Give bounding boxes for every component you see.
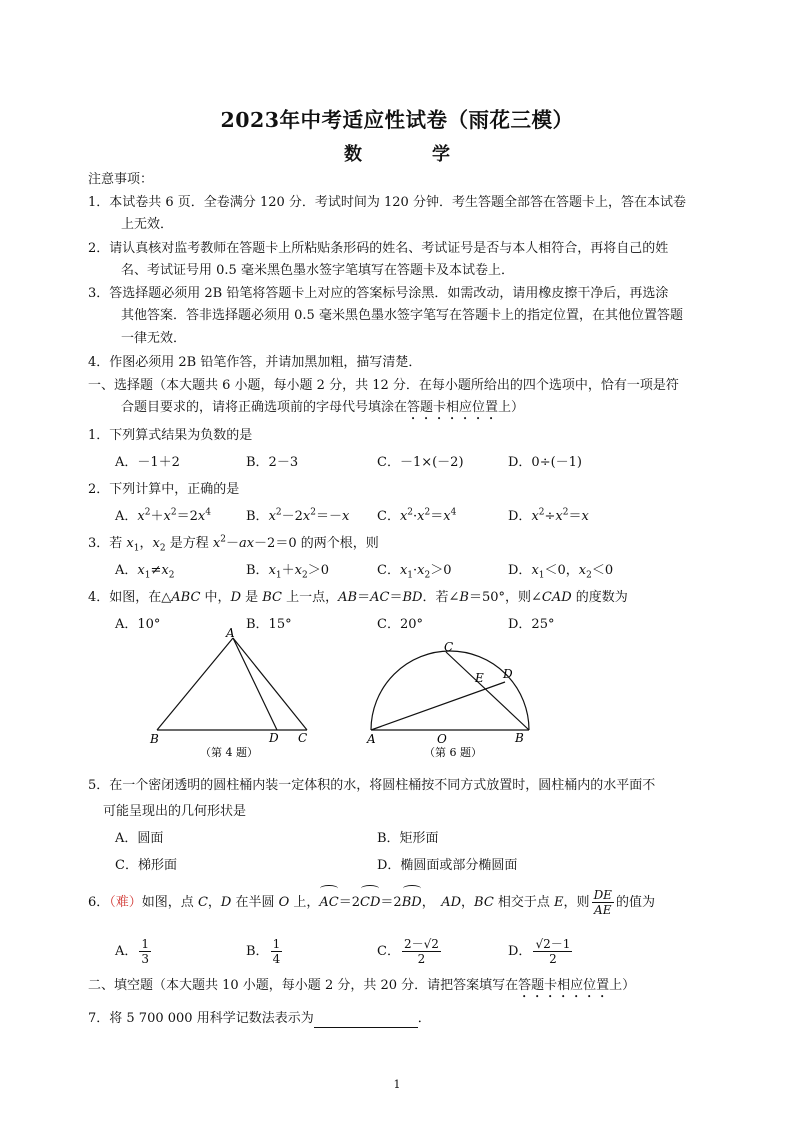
note-2-cont: 名、考试证号用 0.5 毫米黑色墨水签字笔填写在答题卡及本试卷上．	[121, 263, 514, 278]
q1-option-b: B．2－3	[246, 455, 299, 470]
q5-option-a: A．圆面	[115, 831, 164, 846]
q5-stem: 5．在一个密闭透明的圆柱桶内装一定体积的水，将圆柱桶按不同方式放置时，圆柱桶内的水平面不	[88, 778, 656, 793]
fig6-label-a: A	[367, 732, 376, 746]
q6-option-a: A． $\frac{1}{3}$	[115, 937, 150, 966]
subject-title: 数 学	[344, 144, 476, 165]
note-2: 2．请认真核对监考教师在答题卡上所粘贴条形码的姓名、考试证号是否与本人相符合，再将自己的姓	[88, 241, 669, 256]
q6-option-d: D． $\frac{√2-1}{2}$	[508, 937, 571, 966]
q1-option-c: C．－1×(－2)	[377, 455, 464, 470]
q7-answer-blank[interactable]	[314, 1013, 418, 1028]
note-1-cont: 上无效．	[121, 217, 174, 232]
note-3: 3．答选择题必须用 2B 铅笔将答题卡上对应的答案标号涂黑．如需改动，请用橡皮擦干净后，再选涂	[88, 286, 669, 301]
q3-option-d: D．$x_1<0$，$x_2<0$	[508, 563, 614, 581]
fig4-label-b: B	[150, 732, 159, 746]
fig6-label-o: O	[437, 732, 447, 746]
q3-stem: 3．若 $x_1$，$x_2$ 是方程 $x^2-ax-2=0$ 的两个根，则	[88, 534, 379, 554]
fig6-label-b: B	[515, 731, 524, 745]
q4-option-d: D．25°	[508, 617, 555, 632]
q5-stem-cont: 可能呈现出的几何形状是	[103, 804, 247, 819]
q6-stem: 6．（难）如图，点 C，D 在半圆 O 上，AC＝2CD＝2BD， AD，BC 相交于点 E，则 $\frac{DE}{AE}$ 的值为	[88, 888, 655, 917]
q3-option-a: A．$x_1\ne x_2$	[115, 563, 175, 581]
figure-q4	[140, 626, 330, 762]
fig6-label-e: E	[475, 671, 484, 685]
fig4-caption: （第 4 题）	[200, 746, 258, 759]
q4-option-a: A．10°	[115, 617, 161, 632]
q6-option-c: C． $\frac{2-√2}{2}$	[377, 937, 439, 966]
section2-heading: 二、填空题（本大题共 10 小题，每小题 2 分，共 20 分．请把答案填写在答题卡相应位置上）	[88, 978, 636, 993]
q2-option-d: D．$x^2\div x^2=x$	[508, 507, 589, 524]
fig4-label-a: A	[226, 626, 235, 640]
q2-option-c: C．$x^2\cdot x^2=x^4$	[377, 507, 457, 524]
q4-stem: 4．如图，在△ABC 中，D 是 BC 上一点，AB＝AC＝BD．若∠B＝50°，则∠CAD 的度数为	[88, 590, 628, 605]
q3-option-b: B．$x_1+x_2>0$	[246, 563, 330, 581]
q7-stem: 7．将 5 700 000 用科学记数法表示为 ．	[88, 1011, 431, 1026]
fig6-label-c: C	[444, 640, 454, 654]
figure-q6	[360, 638, 540, 762]
section1-heading: 一、选择题（本大题共 6 小题，每小题 2 分，共 12 分．在每小题所给出的四个选项中，恰有一项是符	[88, 378, 679, 393]
section1-heading-cont: 合题目要求的，请将正确选项前的字母代号填涂在答题卡相应位置上）	[121, 400, 525, 415]
q5-option-d: D．椭圆面或部分椭圆面	[377, 858, 518, 873]
q1-option-d: D．0÷(－1)	[508, 455, 583, 470]
figure-q6-lines	[371, 651, 529, 730]
notes-heading: 注意事项：	[88, 172, 154, 187]
fig4-label-d: D	[269, 731, 279, 745]
difficulty-tag: （难）	[109, 895, 142, 910]
q4-option-c: C．20°	[377, 617, 423, 632]
note-4: 4．作图必须用 2B 铅笔作答，并请加黑加粗，描写清楚．	[88, 355, 422, 370]
fig4-label-c: C	[298, 731, 308, 745]
q4-option-b: B．15°	[246, 617, 292, 632]
page-number: 1	[393, 1078, 401, 1091]
q6-option-b: B． $\frac{1}{4}$	[246, 937, 281, 966]
q1-stem: 1．下列算式结果为负数的是	[88, 428, 253, 443]
q2-stem: 2．下列计算中，正确的是	[88, 482, 240, 497]
page-title: 2023年中考适应性试卷（雨花三模）	[220, 108, 574, 132]
q3-option-c: C．$x_1\cdot x_2>0$	[377, 563, 452, 581]
q1-option-a: A．－1＋2	[115, 455, 180, 470]
note-3-cont2: 一律无效．	[121, 331, 187, 346]
q5-option-c: C．梯形面	[115, 858, 177, 873]
note-1: 1．本试卷共 6 页．全卷满分 120 分．考试时间为 120 分钟．考生答题全部答在答题卡上，答在本试卷	[88, 195, 686, 210]
note-3-cont: 其他答案．答非选择题必须用 0.5 毫米黑色墨水签字笔写在答题卡上的指定位置，在其他位置答题	[121, 308, 683, 323]
figure-q4-lines	[157, 638, 307, 730]
q2-option-a: A．$x^2+x^2=2x^4$	[115, 507, 211, 524]
fig6-label-d: D	[503, 667, 513, 681]
q5-option-b: B．矩形面	[377, 831, 439, 846]
q2-option-b: B．$x^2-2x^2=-x$	[246, 507, 350, 524]
fig6-caption: （第 6 题）	[424, 746, 482, 759]
